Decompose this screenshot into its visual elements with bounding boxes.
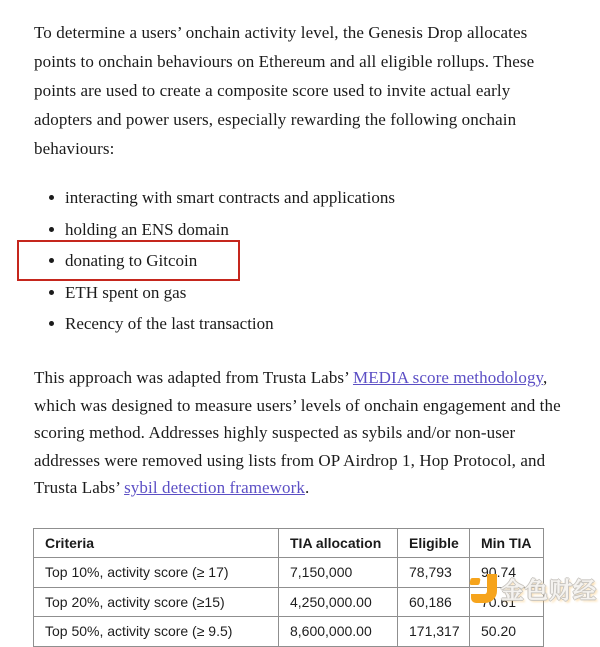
cell-criteria: Top 10%, activity score (≥ 17) <box>34 558 279 588</box>
paragraph-text: . <box>305 478 310 497</box>
cell-min-tia: 90.74 <box>470 558 544 588</box>
list-item-highlighted <box>34 251 554 270</box>
cell-min-tia: 70.61 <box>470 587 544 617</box>
table-row <box>34 587 544 617</box>
sybil-detection-framework-link[interactable]: sybil detection framework <box>124 478 306 497</box>
cell-criteria: Top 50%, activity score (≥ 9.5) <box>34 617 279 647</box>
paragraph-methodology <box>34 364 562 502</box>
watermark-text: 金色财经 <box>501 577 597 603</box>
allocation-table <box>33 528 544 647</box>
media-score-methodology-link[interactable]: MEDIA score methodology <box>352 368 544 387</box>
list-item <box>34 283 554 302</box>
column-header-min-tia: Min TIA <box>470 528 544 558</box>
list-item-label: donating to Gitcoin <box>65 251 198 270</box>
list-item-label: ETH spent on gas <box>65 282 187 302</box>
paragraph-text: , which was designed to measure users’ levels of onchain engagement and the scoring method. Addresses highly suspected as sybils and/or non-user addresses were removed using lists from OP Airdrop 1, Hop Protocol, and Trusta Labs’ <box>34 368 561 497</box>
cell-eligible: 171,317 <box>398 617 470 647</box>
bullet-icon <box>49 227 54 232</box>
list-item-label: Recency of the last transaction <box>65 314 274 333</box>
cell-eligible: 78,793 <box>398 558 470 588</box>
cell-tia-allocation: 8,600,000.00 <box>279 617 398 647</box>
bullet-icon <box>49 195 54 200</box>
bullet-icon <box>49 290 54 295</box>
table-row <box>34 558 544 588</box>
list-item <box>34 314 554 333</box>
behaviours-list <box>34 188 554 333</box>
cell-min-tia: 50.20 <box>470 617 544 647</box>
column-header-criteria: Criteria <box>34 528 279 558</box>
cell-tia-allocation: 7,150,000 <box>279 558 398 588</box>
list-item-label: interacting with smart contracts and applications <box>65 188 395 207</box>
list-item <box>34 188 554 207</box>
cell-criteria: Top 20%, activity score (≥15) <box>34 587 279 617</box>
column-header-tia-allocation: TIA allocation <box>279 528 398 558</box>
list-item-label: holding an ENS domain <box>65 219 229 239</box>
list-item <box>34 220 554 239</box>
paragraph-genesis-drop: To determine a users’ onchain activity level, the Genesis Drop allocates points to onchain behaviours on Ethereum and all eligible rollups. These points are used to create a composite score used to invite actual early adopters and power users, especially rewarding the following onchain behaviours: <box>34 23 535 158</box>
cell-tia-allocation: 4,250,000.00 <box>279 587 398 617</box>
column-header-eligible: Eligible <box>398 528 470 558</box>
bullet-icon <box>49 321 54 326</box>
paragraph-text: This approach was adapted from Trusta Labs’ <box>34 368 353 387</box>
cell-eligible: 60,186 <box>398 587 470 617</box>
bullet-icon <box>49 258 54 263</box>
table-header-row <box>34 528 544 558</box>
table-row <box>34 617 544 647</box>
